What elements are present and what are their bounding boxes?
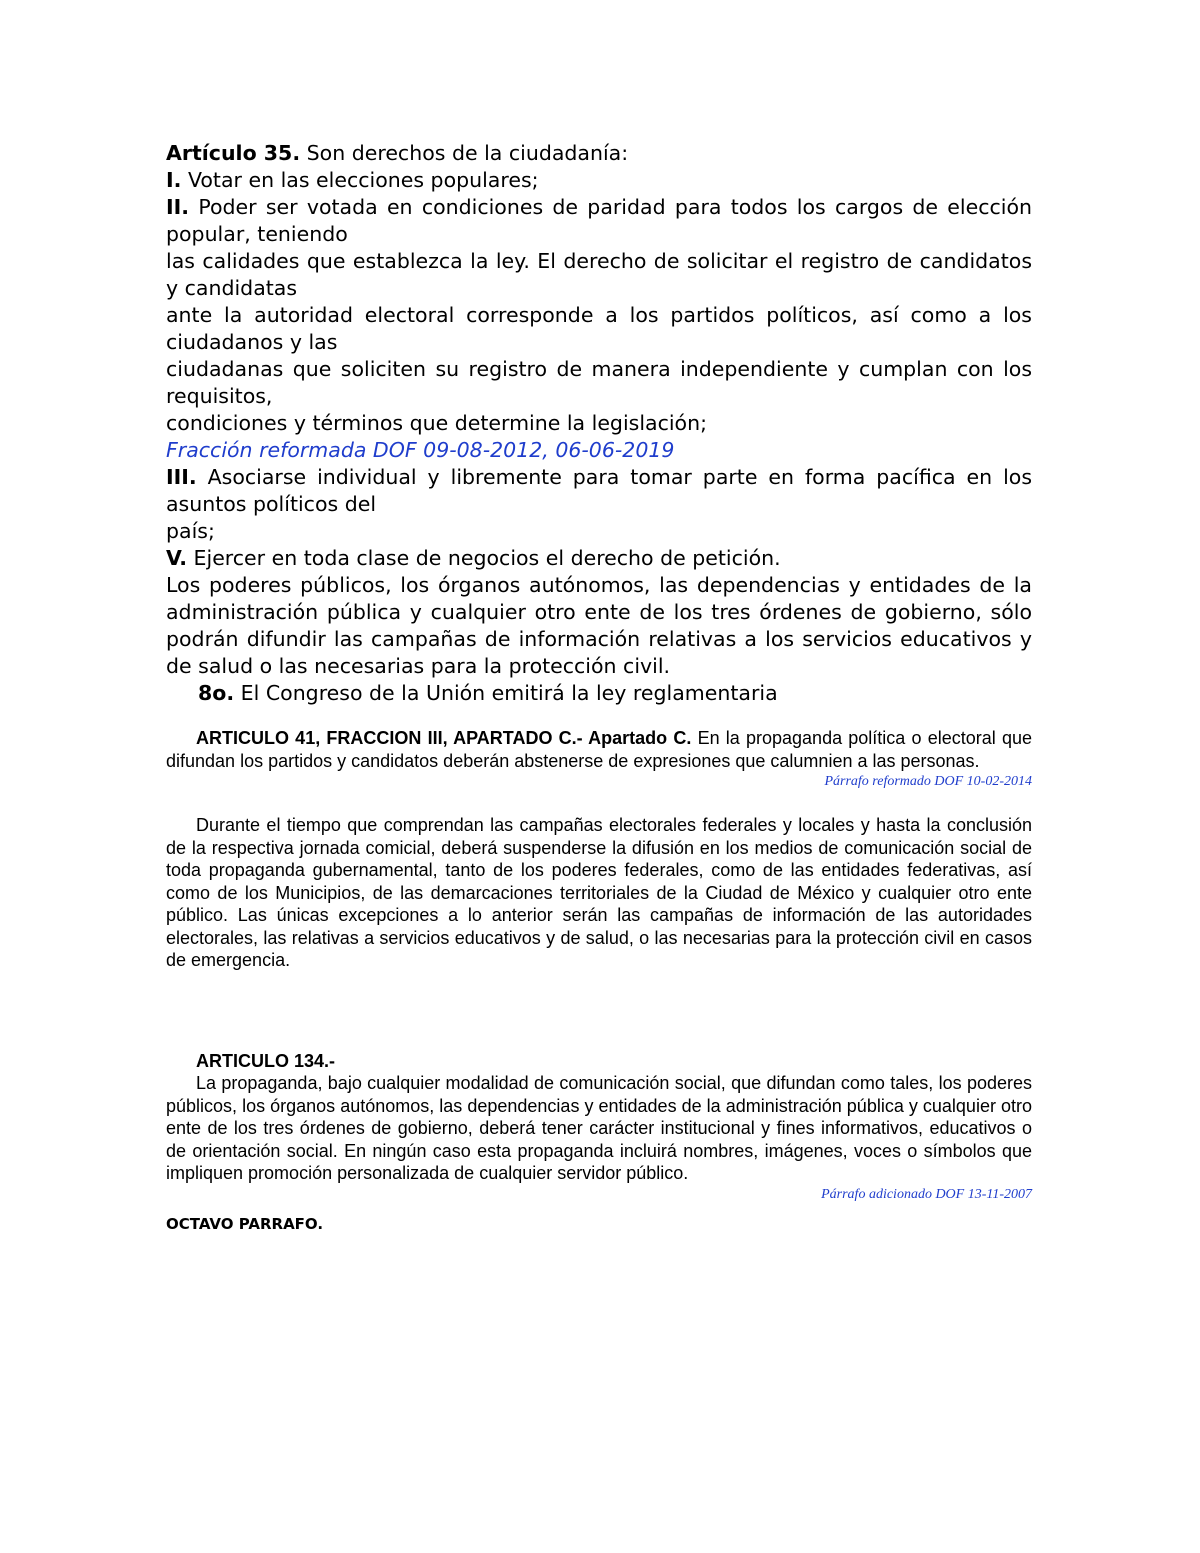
fraction-1-text: Votar en las elecciones populares; (187, 168, 539, 192)
fraction-2-line-5: condiciones y términos que determine la legislación; (166, 411, 707, 435)
fraction-2-label: II. (166, 195, 190, 219)
article-41-paragraph (166, 727, 1032, 772)
fraction-3-line-2: país; (166, 519, 215, 543)
article-134-section (166, 1050, 1032, 1236)
fraction-2-line-2: las calidades que establezca la ley. El derecho de solicitar el registro de candidatos y candidatas (166, 249, 1032, 300)
article-41-section (166, 727, 1032, 972)
octavo-parrafo-heading: OCTAVO PARRAFO. (166, 1214, 324, 1233)
eighth-label: 8o. (198, 681, 235, 705)
fraction-5 (166, 545, 1032, 572)
eighth-text: El Congreso de la Unión emitirá la ley reglamentaria (240, 681, 778, 705)
article-35-intro: Son derechos de la ciudadanía: (306, 141, 629, 165)
eighth-paragraph (166, 680, 1032, 707)
article-134-heading: ARTICULO 134.- (196, 1050, 336, 1071)
fraction-5-text: Ejercer en toda clase de negocios el derecho de petición. (193, 546, 781, 570)
fraction-2-reform-note: Fracción reformada DOF 09-08-2012, 06-06-2019 (166, 438, 675, 462)
fraction-3-line-1 (166, 464, 1032, 518)
fraction-3-label: III. (166, 465, 197, 489)
article-134-text: La propaganda, bajo cualquier modalidad de comunicación social, que difundan como tales, los poderes públicos, los órganos autónomos, las dependencias y entidades de la administración pública y cualquier otro ente de los tres órdenes de gobierno, deberá tener carácter institucional y fines informativos, educativos o de orientación social. En ningún caso esta propaganda incluirá nombres, imágenes, voces o símbolos que impliquen promoción personalizada de cualquier servidor público. (166, 1073, 1032, 1183)
article-134-heading-line (166, 1050, 1032, 1073)
article-134-addition-note: Párrafo adicionado DOF 13-11-2007 (821, 1186, 1032, 1202)
article-35-heading: Artículo 35. (166, 141, 301, 165)
article-35-section (166, 140, 1032, 707)
article-35-intro-line (166, 140, 1032, 167)
article-41-text: En la propaganda política o electoral que difundan los partidos y candidatos deberán abstenerse de expresiones que calumnien a las personas. (166, 728, 1032, 771)
fraction-1 (166, 167, 1032, 194)
article-41-reform-note: Párrafo reformado DOF 10-02-2014 (824, 774, 1032, 789)
article-41-paragraph-2: Durante el tiempo que comprendan las campañas electorales federales y locales y hasta la conclusión de la respectiva jornada comicial, deberá suspenderse la difusión en los medios de comunicación social de toda propaganda gubernamental, tanto de los poderes federales, como de las entidades federativas, así como de los Municipios, de las demarcaciones territoriales de la Ciudad de México y cualquier otro ente público. Las únicas excepciones a lo anterior serán las campañas de información de las autoridades electorales, las relativas a servicios educativos y de salud, o las necesarias para la protección civil en casos de emergencia. (166, 815, 1032, 970)
fraction-2-line-3: ante la autoridad electoral corresponde a los partidos políticos, así como a los ciudadanos y las (166, 303, 1032, 354)
fraction-1-label: I. (166, 168, 182, 192)
document-page (166, 140, 1032, 1235)
fraction-5-label: V. (166, 546, 188, 570)
article-41-heading: ARTICULO 41, FRACCION III, APARTADO C.- Apartado C. (196, 728, 692, 748)
powers-paragraph: Los poderes públicos, los órganos autónomos, las dependencias y entidades de la administración pública y cualquier otro ente de los tres órdenes de gobierno, sólo podrán difundir las campañas de información relativas a los servicios educativos y de salud o las necesarias para la protección civil. (166, 573, 1032, 678)
fraction-2-line-4: ciudadanas que soliciten su registro de manera independiente y cumplan con los requisitos, (166, 357, 1032, 408)
fraction-2-line-1 (166, 194, 1032, 248)
fraction-3-text: Asociarse individual y libremente para tomar parte en forma pacífica en los asuntos políticos del (166, 465, 1032, 516)
fraction-2-text: Poder ser votada en condiciones de paridad para todos los cargos de elección popular, teniendo (166, 195, 1032, 246)
